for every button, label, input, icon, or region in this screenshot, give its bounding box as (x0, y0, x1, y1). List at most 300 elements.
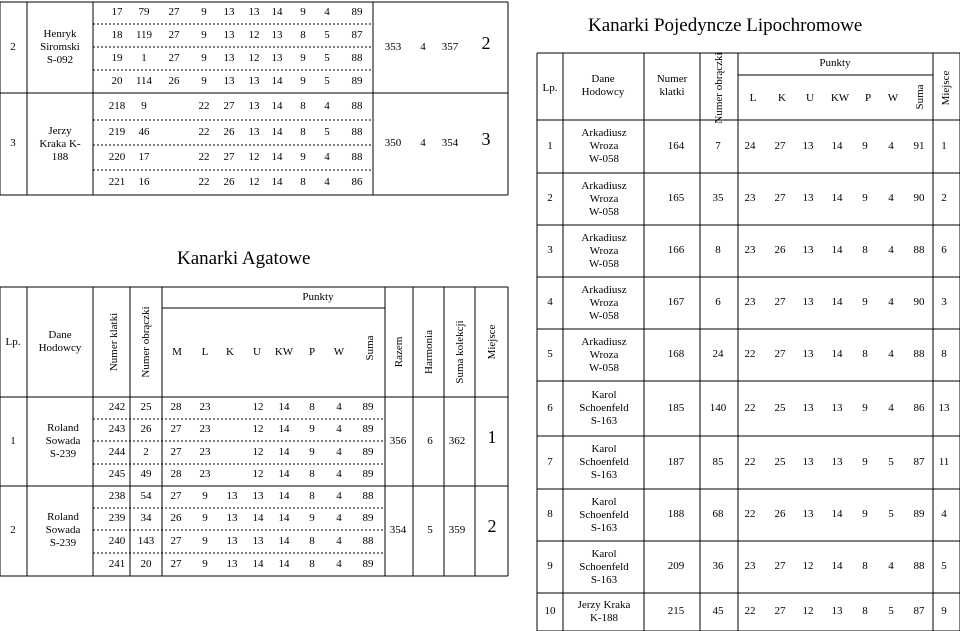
header-sum: Suma (364, 335, 376, 361)
score-cell: 14 (831, 296, 843, 308)
score-cell: 14 (252, 512, 264, 524)
score-cell: 8 (715, 244, 721, 256)
lp-number: 4 (547, 296, 553, 308)
score-cell: 8 (309, 468, 315, 480)
score-cell: 9 (862, 296, 868, 308)
score-cell: 12 (252, 468, 264, 480)
score-cell: 88 (362, 490, 374, 502)
score-cell: 5 (324, 51, 330, 64)
score-cell: 46 (138, 125, 150, 138)
breeder-name: Arkadiusz Wroza W-058 (581, 231, 627, 270)
score-cell: 220 (108, 150, 126, 163)
score-cell: 5 (941, 560, 947, 572)
header-point-k: K (226, 346, 234, 358)
score-cell: 14 (271, 99, 283, 112)
breeder-name: Karol Schoenfeld S-163 (579, 547, 629, 586)
lp-number: 2 (547, 192, 553, 204)
score-cell: 14 (278, 423, 290, 435)
score-cell: 23 (744, 560, 756, 572)
header-ring-number: Numer obrączki (140, 306, 152, 378)
score-cell: 2 (143, 445, 149, 458)
score-cell: 13 (802, 139, 814, 152)
lp-number: 10 (544, 605, 556, 617)
score-cell: 114 (135, 74, 153, 87)
score-cell: 4 (941, 508, 947, 520)
score-cell: 89 (362, 401, 374, 413)
score-cell: 14 (831, 508, 843, 520)
header-lp: Lp. (542, 82, 558, 94)
score-cell: 9 (309, 423, 315, 435)
score-cell: 12 (252, 423, 264, 435)
score-cell: 90 (913, 296, 925, 308)
score-cell: 14 (278, 512, 290, 524)
score-cell: 140 (709, 401, 727, 414)
score-cell: 18 (111, 28, 123, 41)
score-cell: 240 (108, 534, 126, 547)
score-cell: 27 (774, 296, 786, 308)
score-cell: 88 (913, 560, 925, 572)
score-cell: 22 (744, 348, 756, 360)
score-cell: 23 (744, 296, 756, 308)
score-cell: 13 (831, 605, 843, 617)
header-harmony: Harmonia (423, 330, 435, 374)
score-cell: 12 (248, 175, 260, 188)
score-cell: 4 (336, 445, 342, 458)
score-cell: 88 (351, 99, 363, 112)
breeder-name: Arkadiusz Wroza W-058 (581, 283, 627, 322)
score-cell: 13 (248, 6, 260, 18)
score-cell: 13 (802, 508, 814, 520)
score-cell: 14 (831, 348, 843, 360)
score-cell: 13 (226, 557, 238, 570)
score-cell: 164 (667, 139, 685, 152)
lp-number: 6 (547, 401, 553, 414)
score-cell: 26 (223, 175, 235, 188)
score-cell: 89 (351, 74, 363, 87)
score-cell: 1 (141, 51, 147, 64)
score-cell: 22 (744, 455, 756, 468)
breeder-name: Jerzy Kraka K-188 (577, 599, 631, 624)
score-cell: 36 (712, 560, 724, 572)
score-cell: 14 (271, 150, 283, 163)
score-cell: 26 (168, 74, 180, 87)
score-cell: 143 (137, 534, 155, 547)
score-cell: 14 (252, 557, 264, 570)
header-points: Punkty (819, 57, 851, 69)
score-cell: 4 (324, 175, 330, 188)
score-cell: 14 (278, 445, 290, 458)
score-cell: 88 (913, 348, 925, 360)
header-point-p: P (308, 346, 316, 358)
score-cell: 8 (309, 401, 315, 413)
score-cell: 188 (667, 508, 685, 520)
score-cell: 12 (248, 150, 260, 163)
placement: 1 (487, 426, 497, 447)
score-cell: 14 (278, 534, 290, 547)
score-cell: 12 (252, 401, 264, 413)
score-cell: 27 (170, 557, 182, 570)
score-cell: 7 (715, 139, 721, 152)
score-cell: 167 (667, 296, 685, 308)
score-cell: 89 (362, 468, 374, 480)
score-cell: 243 (108, 423, 126, 435)
score-cell: 244 (108, 445, 126, 458)
breeder-name: Arkadiusz Wroza W-058 (581, 179, 627, 218)
score-cell: 14 (271, 74, 283, 87)
score-cell: 89 (362, 445, 374, 458)
score-cell: 4 (336, 468, 342, 480)
score-cell: 13 (802, 296, 814, 308)
score-cell: 27 (223, 150, 235, 163)
header-point-m: M (172, 346, 182, 358)
score-cell: 9 (862, 139, 868, 152)
header-place: Miejsce (940, 70, 952, 106)
score-cell: 187 (667, 455, 685, 468)
score-cell: 168 (667, 348, 685, 360)
score-cell: 241 (108, 557, 126, 570)
score-cell: 12 (252, 445, 264, 458)
score-cell: 11 (938, 455, 950, 468)
score-cell: 27 (774, 348, 786, 360)
score-cell: 17 (111, 6, 123, 18)
header-points: Punkty (302, 291, 334, 303)
score-cell: 1 (941, 139, 947, 152)
header-cage-number: Numer klatki (656, 73, 688, 98)
header-ring-number: Numer obrączki (713, 52, 725, 124)
score-cell: 8 (300, 28, 306, 41)
score-cell: 4 (324, 99, 330, 112)
score-cell: 25 (774, 455, 786, 468)
score-cell: 219 (108, 125, 126, 138)
section-title-lipochromowe: Kanarki Pojedyncze Lipochromowe (588, 15, 863, 36)
score-cell: 14 (831, 192, 843, 204)
score-cell: 17 (138, 150, 150, 163)
score-cell: 14 (278, 401, 290, 413)
score-cell: 8 (300, 99, 306, 112)
breeder-name: Henryk Siromski S-092 (40, 28, 80, 66)
score-cell: 9 (300, 74, 306, 87)
score-cell: 27 (168, 6, 180, 18)
score-cell: 27 (170, 445, 182, 458)
breeder-name: Karol Schoenfeld S-163 (579, 389, 629, 427)
header-total: Razem (393, 336, 405, 368)
score-cell: 13 (248, 74, 260, 87)
score-cell: 22 (744, 605, 756, 617)
breeder-name: Arkadiusz Wroza W-058 (581, 127, 627, 165)
score-cell: 9 (202, 557, 208, 570)
score-cell: 4 (888, 139, 894, 152)
score-cell: 27 (774, 605, 786, 617)
collection-sum: 354 (441, 137, 459, 149)
score-cell: 89 (362, 557, 374, 570)
total-score: 356 (389, 434, 407, 447)
lp-number: 3 (547, 244, 553, 256)
score-cell: 12 (248, 28, 260, 41)
score-cell: 245 (108, 468, 126, 480)
score-cell: 8 (309, 534, 315, 547)
score-cell: 4 (336, 401, 342, 413)
breeder-name: Karol Schoenfeld S-163 (579, 495, 629, 534)
breeder-name: Karol Schoenfeld S-163 (579, 443, 629, 481)
score-cell: 88 (351, 125, 363, 138)
score-cell: 86 (351, 175, 363, 188)
header-point-kw: KW (830, 92, 850, 104)
lp-number: 3 (10, 137, 16, 149)
total-score: 350 (384, 137, 402, 149)
score-cell: 9 (862, 508, 868, 520)
score-cell: 13 (226, 534, 238, 547)
score-cell: 88 (913, 244, 925, 256)
score-cell: 68 (712, 508, 724, 520)
score-cell: 13 (223, 74, 235, 87)
score-cell: 23 (199, 401, 211, 413)
score-cell: 14 (271, 175, 283, 188)
lp-number: 2 (10, 40, 16, 53)
score-cell: 4 (324, 150, 330, 163)
total-score: 353 (384, 40, 402, 53)
score-cell: 5 (324, 125, 330, 138)
score-cell: 87 (351, 28, 363, 41)
score-cell: 14 (831, 560, 843, 572)
score-cell: 9 (202, 512, 208, 524)
lp-number: 2 (10, 524, 16, 536)
score-cell: 13 (223, 6, 235, 18)
header-cage-number: Numer klatki (108, 312, 120, 372)
score-cell: 13 (938, 401, 950, 414)
score-cell: 34 (140, 512, 152, 524)
score-cell: 13 (248, 99, 260, 112)
score-cell: 90 (913, 192, 925, 204)
score-cell: 28 (170, 468, 182, 480)
score-cell: 24 (712, 348, 724, 360)
score-cell: 3 (941, 296, 947, 308)
header-sum: Suma (914, 84, 926, 110)
header-breeder: Dane Hodowcy (38, 329, 82, 354)
score-cell: 26 (140, 423, 152, 435)
header-point-w: W (333, 346, 345, 358)
score-cell: 12 (802, 605, 814, 617)
score-cell: 54 (140, 490, 152, 502)
score-cell: 166 (667, 244, 685, 256)
score-cell: 20 (111, 74, 123, 87)
score-cell: 13 (252, 534, 264, 547)
score-cell: 13 (252, 490, 264, 502)
score-cell: 13 (802, 244, 814, 256)
score-cell: 13 (271, 51, 283, 64)
score-cell: 27 (774, 192, 786, 204)
score-cell: 89 (351, 6, 363, 18)
score-cell: 22 (198, 125, 210, 138)
score-cell: 27 (170, 534, 182, 547)
score-cell: 23 (744, 244, 756, 256)
score-cell: 23 (199, 423, 211, 435)
score-cell: 9 (202, 490, 208, 502)
score-cell: 9 (309, 445, 315, 458)
score-cell: 27 (170, 423, 182, 435)
score-cell: 89 (913, 508, 925, 520)
score-cell: 9 (201, 28, 207, 41)
score-cell: 13 (223, 51, 235, 64)
score-cell: 14 (278, 490, 290, 502)
score-cell: 5 (888, 605, 894, 617)
score-cell: 8 (300, 175, 306, 188)
score-cell: 87 (913, 605, 925, 617)
section-title-agatowe: Kanarki Agatowe (177, 248, 311, 269)
score-cell: 221 (108, 175, 126, 188)
score-cell: 22 (198, 99, 210, 112)
score-cell: 14 (831, 139, 843, 152)
score-cell: 14 (278, 468, 290, 480)
score-cell: 9 (300, 51, 306, 64)
score-cell: 13 (802, 455, 814, 468)
score-cell: 8 (862, 244, 868, 256)
score-cell: 185 (667, 401, 685, 414)
score-cell: 16 (138, 175, 150, 188)
score-cell: 9 (141, 99, 147, 112)
score-cell: 79 (138, 6, 150, 18)
score-cell: 91 (913, 139, 925, 152)
score-cell: 88 (351, 51, 363, 64)
header-point-u: U (806, 92, 814, 104)
score-cell: 5 (888, 508, 894, 520)
score-cell: 9 (862, 455, 868, 468)
score-cell: 20 (140, 557, 152, 570)
score-cell: 27 (168, 51, 180, 64)
score-cell: 9 (201, 51, 207, 64)
score-cell: 19 (111, 51, 123, 64)
score-cell: 4 (324, 6, 330, 18)
header-point-w: W (887, 92, 899, 104)
score-cell: 4 (336, 557, 342, 570)
score-cell: 27 (168, 28, 180, 41)
score-cell: 4 (336, 512, 342, 524)
lp-number: 9 (547, 560, 553, 572)
header-collection-sum: Suma kolekcji (454, 320, 466, 384)
total-score: 354 (389, 524, 407, 536)
score-cell: 26 (774, 508, 786, 520)
score-cell: 89 (362, 423, 374, 435)
score-cell: 28 (170, 401, 182, 413)
score-cell: 9 (201, 74, 207, 87)
harmony-score: 6 (427, 434, 433, 447)
collection-sum: 359 (448, 524, 466, 536)
header-point-l: L (201, 346, 209, 358)
score-cell: 4 (336, 490, 342, 502)
score-cell: 27 (223, 99, 235, 112)
score-cell: 9 (300, 150, 306, 163)
breeder-name: Jerzy Kraka K- 188 (39, 124, 81, 163)
breeder-name: Roland Sowada S-239 (45, 421, 81, 460)
score-cell: 209 (667, 560, 685, 572)
score-cell: 4 (888, 244, 894, 256)
score-cell: 13 (223, 28, 235, 41)
score-cell: 6 (941, 244, 947, 256)
score-cell: 9 (941, 605, 947, 617)
header-point-u: U (253, 346, 261, 358)
score-cell: 13 (226, 490, 238, 502)
score-cell: 4 (888, 192, 894, 204)
score-cell: 22 (198, 175, 210, 188)
score-cell: 26 (774, 244, 786, 256)
score-cell: 4 (336, 423, 342, 435)
score-cell: 8 (862, 605, 868, 617)
score-cell: 9 (202, 534, 208, 547)
score-cell: 8 (941, 348, 947, 360)
lp-number: 1 (10, 434, 16, 447)
score-cell: 13 (831, 455, 843, 468)
score-cell: 14 (271, 6, 283, 18)
score-cell: 87 (913, 455, 925, 468)
score-cell: 86 (913, 401, 925, 414)
score-cell: 119 (135, 28, 153, 41)
score-cell: 14 (271, 125, 283, 138)
score-cell: 13 (802, 401, 814, 414)
score-cell: 5 (888, 455, 894, 468)
lp-number: 5 (547, 348, 553, 360)
score-cell: 12 (248, 51, 260, 64)
score-cell: 22 (744, 508, 756, 520)
score-cell: 2 (941, 192, 947, 204)
score-cell: 14 (278, 557, 290, 570)
score-cell: 26 (170, 512, 182, 524)
score-cell: 9 (862, 401, 868, 414)
score-cell: 25 (774, 401, 786, 414)
score-cell: 13 (802, 192, 814, 204)
score-cell: 215 (667, 605, 685, 617)
header-point-p: P (864, 92, 872, 104)
score-cell: 22 (198, 150, 210, 163)
lp-number: 1 (547, 139, 553, 152)
score-cell: 8 (862, 348, 868, 360)
score-cell: 35 (712, 192, 724, 204)
score-cell: 6 (715, 296, 721, 308)
score-cell: 88 (362, 534, 374, 547)
score-cell: 238 (108, 490, 126, 502)
score-cell: 27 (774, 560, 786, 572)
header-breeder: Dane Hodowcy (581, 73, 625, 98)
score-cell: 4 (888, 348, 894, 360)
breeder-name: Roland Sowada S-239 (45, 511, 81, 549)
placement: 2 (481, 32, 491, 53)
harmony-score: 4 (420, 137, 426, 149)
score-cell: 85 (712, 455, 724, 468)
score-cell: 165 (667, 192, 685, 204)
score-cell: 27 (774, 139, 786, 152)
placement: 3 (481, 129, 491, 149)
score-cell: 49 (140, 468, 152, 480)
score-cell: 26 (223, 125, 235, 138)
score-cell: 12 (802, 560, 814, 572)
header-point-k: K (778, 92, 786, 104)
score-cell: 27 (170, 490, 182, 502)
score-cell: 13 (271, 28, 283, 41)
score-cell: 8 (862, 560, 868, 572)
score-cell: 5 (324, 28, 330, 41)
header-place: Miejsce (486, 324, 498, 360)
score-cell: 8 (309, 557, 315, 570)
breeder-name: Arkadiusz Wroza W-058 (581, 335, 627, 374)
lp-number: 7 (547, 455, 553, 468)
score-cell: 9 (300, 6, 306, 18)
header-point-kw: KW (274, 346, 294, 358)
score-cell: 89 (362, 512, 374, 524)
score-cell: 4 (888, 296, 894, 308)
score-cell: 9 (309, 512, 315, 524)
score-cell: 23 (199, 445, 211, 458)
score-cell: 22 (744, 401, 756, 414)
score-cell: 4 (888, 560, 894, 572)
score-cell: 23 (744, 192, 756, 204)
